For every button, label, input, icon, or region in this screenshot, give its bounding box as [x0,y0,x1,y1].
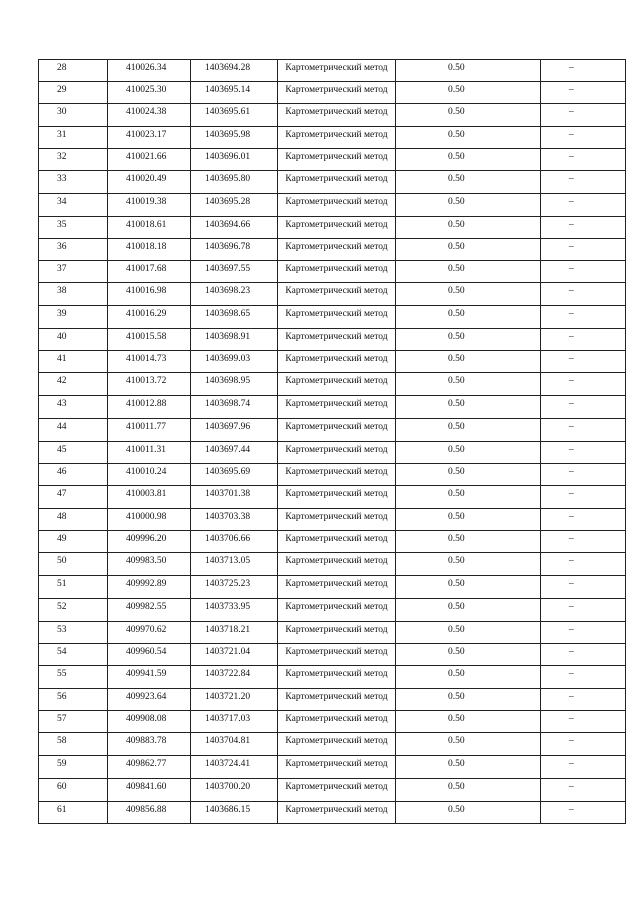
accuracy-cell: 0.50 [396,802,541,824]
y-coordinate-cell: 1403701.38 [191,486,278,509]
accuracy-cell: 0.50 [396,689,541,711]
accuracy-cell: 0.50 [396,306,541,329]
y-coordinate-cell: 1403698.91 [191,329,278,351]
note-cell: – [541,756,626,779]
table-row [39,194,626,217]
table-row [39,733,626,756]
table-row [39,239,626,261]
method-cell: Картометрический метод [278,733,396,756]
note-cell: – [541,802,626,824]
x-coordinate-cell: 410016.98 [108,283,191,306]
y-coordinate-cell: 1403724.41 [191,756,278,779]
x-coordinate-cell: 410012.88 [108,396,191,419]
x-coordinate-cell: 410016.29 [108,306,191,329]
note-cell: – [541,149,626,171]
note-cell: – [541,419,626,442]
point-number-cell: 28 [39,60,108,82]
accuracy-cell: 0.50 [396,576,541,599]
point-number-cell: 35 [39,217,108,239]
accuracy-cell: 0.50 [396,486,541,509]
table-row [39,283,626,306]
method-cell: Картометрический метод [278,60,396,82]
note-cell: – [541,217,626,239]
note-cell: – [541,60,626,82]
y-coordinate-cell: 1403713.05 [191,553,278,576]
method-cell: Картометрический метод [278,373,396,396]
method-cell: Картометрический метод [278,82,396,104]
coordinates-table-page [38,59,625,824]
note-cell: – [541,553,626,576]
method-cell: Картометрический метод [278,194,396,217]
table-row [39,351,626,373]
x-coordinate-cell: 410018.61 [108,217,191,239]
coordinates-table-body [39,60,626,824]
point-number-cell: 38 [39,283,108,306]
accuracy-cell: 0.50 [396,464,541,486]
accuracy-cell: 0.50 [396,644,541,666]
table-row [39,60,626,82]
accuracy-cell: 0.50 [396,261,541,283]
note-cell: – [541,283,626,306]
table-row [39,419,626,442]
accuracy-cell: 0.50 [396,509,541,531]
point-number-cell: 52 [39,599,108,622]
note-cell: – [541,104,626,127]
y-coordinate-cell: 1403704.81 [191,733,278,756]
x-coordinate-cell: 409856.88 [108,802,191,824]
table-row [39,261,626,283]
table-row [39,171,626,194]
note-cell: – [541,194,626,217]
table-row [39,217,626,239]
x-coordinate-cell: 409960.54 [108,644,191,666]
point-number-cell: 48 [39,509,108,531]
method-cell: Картометрический метод [278,689,396,711]
note-cell: – [541,171,626,194]
method-cell: Картометрический метод [278,306,396,329]
y-coordinate-cell: 1403700.20 [191,779,278,802]
y-coordinate-cell: 1403725.23 [191,576,278,599]
note-cell: – [541,82,626,104]
y-coordinate-cell: 1403733.95 [191,599,278,622]
method-cell: Картометрический метод [278,666,396,689]
accuracy-cell: 0.50 [396,239,541,261]
y-coordinate-cell: 1403696.78 [191,239,278,261]
x-coordinate-cell: 410025.30 [108,82,191,104]
method-cell: Картометрический метод [278,802,396,824]
point-number-cell: 36 [39,239,108,261]
table-row [39,104,626,127]
point-number-cell: 45 [39,442,108,464]
point-number-cell: 59 [39,756,108,779]
method-cell: Картометрический метод [278,509,396,531]
method-cell: Картометрический метод [278,127,396,149]
note-cell: – [541,599,626,622]
point-number-cell: 44 [39,419,108,442]
note-cell: – [541,622,626,644]
x-coordinate-cell: 409970.62 [108,622,191,644]
note-cell: – [541,127,626,149]
point-number-cell: 50 [39,553,108,576]
x-coordinate-cell: 410026.34 [108,60,191,82]
y-coordinate-cell: 1403703.38 [191,509,278,531]
accuracy-cell: 0.50 [396,756,541,779]
table-row [39,329,626,351]
y-coordinate-cell: 1403695.80 [191,171,278,194]
x-coordinate-cell: 409941.59 [108,666,191,689]
method-cell: Картометрический метод [278,261,396,283]
accuracy-cell: 0.50 [396,149,541,171]
y-coordinate-cell: 1403697.96 [191,419,278,442]
accuracy-cell: 0.50 [396,171,541,194]
x-coordinate-cell: 409862.77 [108,756,191,779]
point-number-cell: 39 [39,306,108,329]
accuracy-cell: 0.50 [396,373,541,396]
accuracy-cell: 0.50 [396,419,541,442]
point-number-cell: 42 [39,373,108,396]
method-cell: Картометрический метод [278,531,396,553]
y-coordinate-cell: 1403721.04 [191,644,278,666]
accuracy-cell: 0.50 [396,779,541,802]
accuracy-cell: 0.50 [396,127,541,149]
y-coordinate-cell: 1403698.95 [191,373,278,396]
method-cell: Картометрический метод [278,486,396,509]
accuracy-cell: 0.50 [396,351,541,373]
table-row [39,373,626,396]
note-cell: – [541,351,626,373]
table-row [39,599,626,622]
point-number-cell: 47 [39,486,108,509]
accuracy-cell: 0.50 [396,622,541,644]
point-number-cell: 54 [39,644,108,666]
y-coordinate-cell: 1403695.61 [191,104,278,127]
table-row [39,644,626,666]
method-cell: Картометрический метод [278,553,396,576]
y-coordinate-cell: 1403695.69 [191,464,278,486]
point-number-cell: 61 [39,802,108,824]
table-row [39,553,626,576]
method-cell: Картометрический метод [278,599,396,622]
note-cell: – [541,486,626,509]
method-cell: Картометрический метод [278,329,396,351]
note-cell: – [541,329,626,351]
note-cell: – [541,442,626,464]
method-cell: Картометрический метод [278,217,396,239]
y-coordinate-cell: 1403698.74 [191,396,278,419]
x-coordinate-cell: 410023.17 [108,127,191,149]
accuracy-cell: 0.50 [396,104,541,127]
method-cell: Картометрический метод [278,622,396,644]
table-row [39,464,626,486]
note-cell: – [541,373,626,396]
x-coordinate-cell: 410014.73 [108,351,191,373]
y-coordinate-cell: 1403697.55 [191,261,278,283]
note-cell: – [541,396,626,419]
accuracy-cell: 0.50 [396,82,541,104]
y-coordinate-cell: 1403686.15 [191,802,278,824]
accuracy-cell: 0.50 [396,733,541,756]
point-number-cell: 49 [39,531,108,553]
accuracy-cell: 0.50 [396,599,541,622]
point-number-cell: 30 [39,104,108,127]
x-coordinate-cell: 409982.55 [108,599,191,622]
point-number-cell: 31 [39,127,108,149]
note-cell: – [541,666,626,689]
method-cell: Картометрический метод [278,283,396,306]
point-number-cell: 43 [39,396,108,419]
table-row [39,576,626,599]
x-coordinate-cell: 410013.72 [108,373,191,396]
x-coordinate-cell: 410010.24 [108,464,191,486]
y-coordinate-cell: 1403698.65 [191,306,278,329]
point-number-cell: 51 [39,576,108,599]
point-number-cell: 32 [39,149,108,171]
method-cell: Картометрический метод [278,576,396,599]
y-coordinate-cell: 1403694.28 [191,60,278,82]
note-cell: – [541,779,626,802]
accuracy-cell: 0.50 [396,553,541,576]
note-cell: – [541,689,626,711]
point-number-cell: 40 [39,329,108,351]
accuracy-cell: 0.50 [396,60,541,82]
y-coordinate-cell: 1403696.01 [191,149,278,171]
x-coordinate-cell: 409841.60 [108,779,191,802]
table-row [39,802,626,824]
point-number-cell: 56 [39,689,108,711]
accuracy-cell: 0.50 [396,666,541,689]
table-row [39,127,626,149]
point-number-cell: 41 [39,351,108,373]
note-cell: – [541,576,626,599]
y-coordinate-cell: 1403706.66 [191,531,278,553]
y-coordinate-cell: 1403695.98 [191,127,278,149]
note-cell: – [541,261,626,283]
method-cell: Картометрический метод [278,779,396,802]
x-coordinate-cell: 410000.98 [108,509,191,531]
method-cell: Картометрический метод [278,171,396,194]
table-row [39,486,626,509]
x-coordinate-cell: 409883.78 [108,733,191,756]
table-row [39,666,626,689]
x-coordinate-cell: 410017.68 [108,261,191,283]
table-row [39,306,626,329]
table-row [39,779,626,802]
table-row [39,689,626,711]
accuracy-cell: 0.50 [396,442,541,464]
point-number-cell: 33 [39,171,108,194]
method-cell: Картометрический метод [278,239,396,261]
table-row [39,149,626,171]
note-cell: – [541,644,626,666]
note-cell: – [541,711,626,733]
point-number-cell: 55 [39,666,108,689]
method-cell: Картометрический метод [278,104,396,127]
table-row [39,756,626,779]
accuracy-cell: 0.50 [396,194,541,217]
x-coordinate-cell: 410011.31 [108,442,191,464]
x-coordinate-cell: 410018.18 [108,239,191,261]
x-coordinate-cell: 409983.50 [108,553,191,576]
method-cell: Картометрический метод [278,396,396,419]
point-number-cell: 34 [39,194,108,217]
coordinates-table [38,59,626,824]
x-coordinate-cell: 410024.38 [108,104,191,127]
table-row [39,442,626,464]
method-cell: Картометрический метод [278,711,396,733]
point-number-cell: 60 [39,779,108,802]
method-cell: Картометрический метод [278,149,396,171]
method-cell: Картометрический метод [278,644,396,666]
point-number-cell: 53 [39,622,108,644]
accuracy-cell: 0.50 [396,711,541,733]
method-cell: Картометрический метод [278,442,396,464]
x-coordinate-cell: 409992.89 [108,576,191,599]
table-row [39,509,626,531]
y-coordinate-cell: 1403718.21 [191,622,278,644]
point-number-cell: 29 [39,82,108,104]
point-number-cell: 46 [39,464,108,486]
x-coordinate-cell: 409996.20 [108,531,191,553]
x-coordinate-cell: 409923.64 [108,689,191,711]
table-row [39,396,626,419]
table-row [39,622,626,644]
x-coordinate-cell: 410019.38 [108,194,191,217]
point-number-cell: 58 [39,733,108,756]
table-row [39,531,626,553]
accuracy-cell: 0.50 [396,531,541,553]
note-cell: – [541,733,626,756]
x-coordinate-cell: 410015.58 [108,329,191,351]
accuracy-cell: 0.50 [396,396,541,419]
x-coordinate-cell: 410011.77 [108,419,191,442]
note-cell: – [541,509,626,531]
x-coordinate-cell: 410021.66 [108,149,191,171]
note-cell: – [541,464,626,486]
y-coordinate-cell: 1403698.23 [191,283,278,306]
note-cell: – [541,306,626,329]
x-coordinate-cell: 410003.81 [108,486,191,509]
method-cell: Картометрический метод [278,419,396,442]
note-cell: – [541,239,626,261]
method-cell: Картометрический метод [278,464,396,486]
y-coordinate-cell: 1403722.84 [191,666,278,689]
method-cell: Картометрический метод [278,351,396,373]
y-coordinate-cell: 1403721.20 [191,689,278,711]
x-coordinate-cell: 409908.08 [108,711,191,733]
accuracy-cell: 0.50 [396,217,541,239]
accuracy-cell: 0.50 [396,329,541,351]
y-coordinate-cell: 1403699.03 [191,351,278,373]
y-coordinate-cell: 1403697.44 [191,442,278,464]
note-cell: – [541,531,626,553]
table-row [39,711,626,733]
point-number-cell: 57 [39,711,108,733]
y-coordinate-cell: 1403694.66 [191,217,278,239]
y-coordinate-cell: 1403695.28 [191,194,278,217]
accuracy-cell: 0.50 [396,283,541,306]
point-number-cell: 37 [39,261,108,283]
y-coordinate-cell: 1403695.14 [191,82,278,104]
y-coordinate-cell: 1403717.03 [191,711,278,733]
method-cell: Картометрический метод [278,756,396,779]
table-row [39,82,626,104]
x-coordinate-cell: 410020.49 [108,171,191,194]
